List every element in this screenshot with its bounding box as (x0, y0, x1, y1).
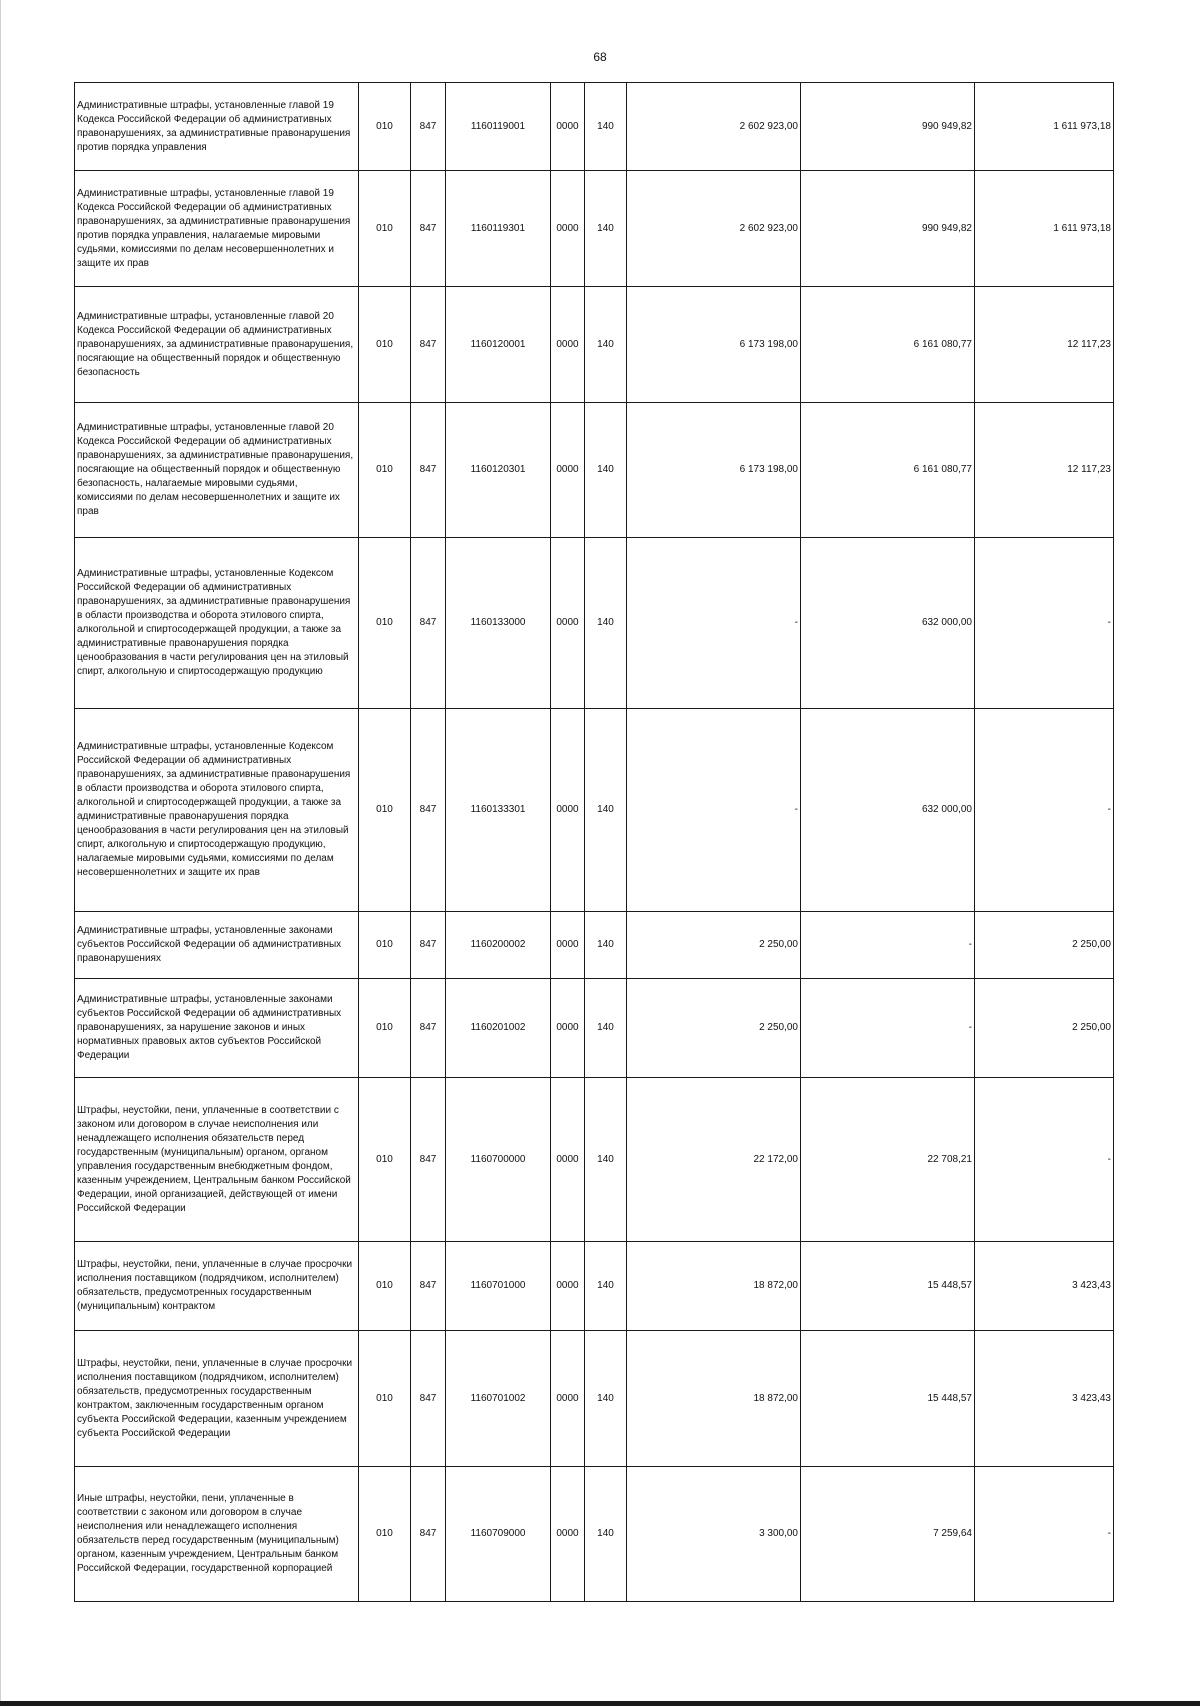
row-plan-value: 18 872,00 (627, 1331, 801, 1467)
table-row (75, 83, 1114, 171)
table-row (75, 538, 1114, 709)
row-code-5: 140 (585, 1467, 627, 1602)
row-code-4: 0000 (551, 1078, 585, 1242)
row-fact-value: 632 000,00 (801, 709, 975, 912)
row-code-4: 0000 (551, 1242, 585, 1331)
row-code-5: 140 (585, 1242, 627, 1331)
row-plan-value: 2 602 923,00 (627, 171, 801, 287)
row-code-1: 010 (359, 403, 411, 538)
row-description: Административные штрафы, установленные Кодексом Российской Федерации об административных правонарушениях, за административные правонарушения в области производства и оборота этилового спирта, алкогольной и спиртосодержащей продукции, а также за административные правонарушения порядка ценообразования в части регулирования цен на этиловый спирт, алкогольную и спиртосодержащую продукцию (75, 538, 359, 709)
row-fact-value: 15 448,57 (801, 1242, 975, 1331)
row-description: Административные штрафы, установленные главой 20 Кодекса Российской Федерации об административных правонарушениях, за административные правонарушения, посягающие на общественный порядок и общественную безопасность, налагаемые мировыми судьями, комиссиями по делам несовершеннолетних и защите их прав (75, 403, 359, 538)
scan-bottom-edge (0, 1701, 1200, 1706)
row-description: Иные штрафы, неустойки, пени, уплаченные в соответствии с законом или договором в случае неисполнения или ненадлежащего исполнения обязательств перед государственным (муниципальным) органом, казенным учреждением, Центральным банком Российской Федерации, государственной корпорацией (75, 1467, 359, 1602)
row-fact-value: 632 000,00 (801, 538, 975, 709)
row-description: Административные штрафы, установленные главой 19 Кодекса Российской Федерации об административных правонарушениях, за административные правонарушения против порядка управления (75, 83, 359, 171)
row-code-5: 140 (585, 709, 627, 912)
row-plan-value: 18 872,00 (627, 1242, 801, 1331)
row-rest-value: 3 423,43 (975, 1242, 1114, 1331)
row-code-3: 1160119001 (446, 83, 551, 171)
table-row (75, 1467, 1114, 1602)
row-code-3: 1160701000 (446, 1242, 551, 1331)
row-code-1: 010 (359, 83, 411, 171)
row-code-2: 847 (411, 287, 446, 403)
row-code-2: 847 (411, 83, 446, 171)
row-code-4: 0000 (551, 979, 585, 1078)
table-row (75, 171, 1114, 287)
row-plan-value: 2 602 923,00 (627, 83, 801, 171)
row-code-2: 847 (411, 403, 446, 538)
row-fact-value: - (801, 912, 975, 979)
row-code-4: 0000 (551, 538, 585, 709)
row-code-2: 847 (411, 538, 446, 709)
table-row (75, 403, 1114, 538)
row-fact-value: - (801, 979, 975, 1078)
row-code-5: 140 (585, 83, 627, 171)
row-code-2: 847 (411, 1331, 446, 1467)
row-code-1: 010 (359, 1242, 411, 1331)
table-row (75, 1078, 1114, 1242)
row-plan-value: - (627, 538, 801, 709)
row-description: Штрафы, неустойки, пени, уплаченные в случае просрочки исполнения поставщиком (подрядчиком, исполнителем) обязательств, предусмотренных государственным (муниципальным) контрактом (75, 1242, 359, 1331)
row-description: Штрафы, неустойки, пени, уплаченные в соответствии с законом или договором в случае неисполнения или ненадлежащего исполнения обязательств перед государственным (муниципальным) органом, органом управления государственным внебюджетным фондом, казенным учреждением, Центральным банком Российской Федерации, иной организацией, действующей от имени Российской Федерации (75, 1078, 359, 1242)
row-code-1: 010 (359, 538, 411, 709)
scan-edge-mark (0, 0, 1, 1706)
row-code-4: 0000 (551, 1331, 585, 1467)
row-code-1: 010 (359, 1467, 411, 1602)
row-rest-value: 12 117,23 (975, 287, 1114, 403)
row-code-4: 0000 (551, 287, 585, 403)
row-fact-value: 6 161 080,77 (801, 287, 975, 403)
row-fact-value: 990 949,82 (801, 171, 975, 287)
table-row (75, 709, 1114, 912)
row-code-5: 140 (585, 912, 627, 979)
page-number: 68 (593, 50, 607, 64)
row-code-5: 140 (585, 171, 627, 287)
row-code-5: 140 (585, 538, 627, 709)
row-description: Административные штрафы, установленные главой 19 Кодекса Российской Федерации об административных правонарушениях, за административные правонарушения против порядка управления, налагаемые мировыми судьями, комиссиями по делам несовершеннолетних и защите их прав (75, 171, 359, 287)
row-code-4: 0000 (551, 171, 585, 287)
row-rest-value: - (975, 1467, 1114, 1602)
row-code-4: 0000 (551, 1467, 585, 1602)
row-plan-value: 3 300,00 (627, 1467, 801, 1602)
budget-table (74, 82, 1114, 1602)
row-fact-value: 22 708,21 (801, 1078, 975, 1242)
row-plan-value: 6 173 198,00 (627, 403, 801, 538)
table-row (75, 1242, 1114, 1331)
row-plan-value: 6 173 198,00 (627, 287, 801, 403)
row-fact-value: 15 448,57 (801, 1331, 975, 1467)
row-code-2: 847 (411, 171, 446, 287)
row-plan-value: 22 172,00 (627, 1078, 801, 1242)
row-rest-value: - (975, 709, 1114, 912)
row-plan-value: - (627, 709, 801, 912)
row-description: Административные штрафы, установленные законами субъектов Российской Федерации об административных правонарушениях, за нарушение законов и иных нормативных правовых актов субъектов Российской Федерации (75, 979, 359, 1078)
row-rest-value: 3 423,43 (975, 1331, 1114, 1467)
row-code-3: 1160201002 (446, 979, 551, 1078)
row-code-3: 1160133000 (446, 538, 551, 709)
row-code-1: 010 (359, 979, 411, 1078)
row-code-3: 1160700000 (446, 1078, 551, 1242)
row-fact-value: 7 259,64 (801, 1467, 975, 1602)
row-code-4: 0000 (551, 912, 585, 979)
row-code-1: 010 (359, 709, 411, 912)
row-code-3: 1160119301 (446, 171, 551, 287)
row-rest-value: - (975, 538, 1114, 709)
row-code-2: 847 (411, 1242, 446, 1331)
row-rest-value: 2 250,00 (975, 912, 1114, 979)
row-code-2: 847 (411, 709, 446, 912)
row-code-3: 1160120301 (446, 403, 551, 538)
row-description: Штрафы, неустойки, пени, уплаченные в случае просрочки исполнения поставщиком (подрядчиком, исполнителем) обязательств, предусмотренных государственным контрактом, заключенным государственным органом субъекта Российской Федерации, казенным учреждением субъекта Российской Федерации (75, 1331, 359, 1467)
row-description: Административные штрафы, установленные Кодексом Российской Федерации об административных правонарушениях, за административные правонарушения в области производства и оборота этилового спирта, алкогольной и спиртосодержащей продукции, а также за административные правонарушения порядка ценообразования в части регулирования цен на этиловый спирт, алкогольную и спиртосодержащую продукцию, налагаемые мировыми судьями, комиссиями по делам несовершеннолетних и защите их прав (75, 709, 359, 912)
row-code-3: 1160701002 (446, 1331, 551, 1467)
row-fact-value: 990 949,82 (801, 83, 975, 171)
row-code-2: 847 (411, 1078, 446, 1242)
table-body (75, 83, 1114, 1602)
row-rest-value: 1 611 973,18 (975, 171, 1114, 287)
table-row (75, 287, 1114, 403)
row-code-1: 010 (359, 171, 411, 287)
row-rest-value: 1 611 973,18 (975, 83, 1114, 171)
row-code-4: 0000 (551, 403, 585, 538)
row-code-2: 847 (411, 979, 446, 1078)
row-code-4: 0000 (551, 709, 585, 912)
row-code-3: 1160709000 (446, 1467, 551, 1602)
row-code-1: 010 (359, 1078, 411, 1242)
row-code-3: 1160120001 (446, 287, 551, 403)
table-row (75, 912, 1114, 979)
row-code-5: 140 (585, 403, 627, 538)
row-code-3: 1160133301 (446, 709, 551, 912)
row-code-1: 010 (359, 1331, 411, 1467)
row-rest-value: 2 250,00 (975, 979, 1114, 1078)
row-code-2: 847 (411, 1467, 446, 1602)
row-rest-value: 12 117,23 (975, 403, 1114, 538)
row-code-5: 140 (585, 979, 627, 1078)
table-row (75, 979, 1114, 1078)
row-code-1: 010 (359, 912, 411, 979)
row-description: Административные штрафы, установленные законами субъектов Российской Федерации об административных правонарушениях (75, 912, 359, 979)
table-row (75, 1331, 1114, 1467)
row-description: Административные штрафы, установленные главой 20 Кодекса Российской Федерации об административных правонарушениях, за административные правонарушения, посягающие на общественный порядок и общественную безопасность (75, 287, 359, 403)
row-code-4: 0000 (551, 83, 585, 171)
row-code-3: 1160200002 (446, 912, 551, 979)
row-rest-value: - (975, 1078, 1114, 1242)
row-code-5: 140 (585, 1331, 627, 1467)
row-fact-value: 6 161 080,77 (801, 403, 975, 538)
row-code-2: 847 (411, 912, 446, 979)
row-code-1: 010 (359, 287, 411, 403)
row-plan-value: 2 250,00 (627, 979, 801, 1078)
row-code-5: 140 (585, 287, 627, 403)
row-code-5: 140 (585, 1078, 627, 1242)
row-plan-value: 2 250,00 (627, 912, 801, 979)
